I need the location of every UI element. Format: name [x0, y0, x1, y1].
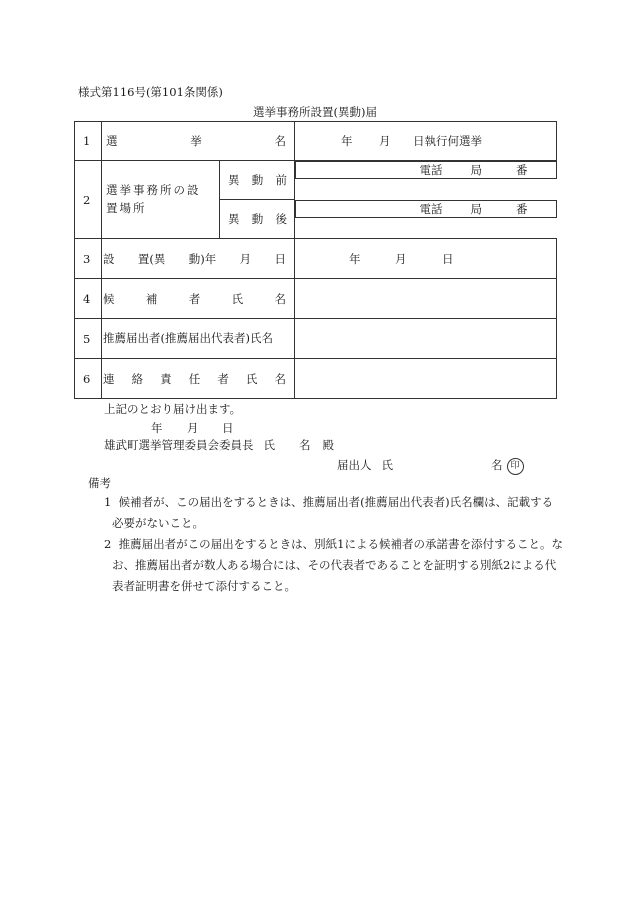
submission-statement: 上記のとおり届け出ます。: [104, 402, 242, 416]
candidate-name-field[interactable]: [295, 279, 557, 319]
addressee: 雄武町選挙管理委員会委員長 氏 名 殿: [104, 438, 334, 452]
before-change-field[interactable]: 電話 局 番: [295, 161, 557, 179]
row-number: 6: [75, 359, 102, 399]
election-name-label: 選 挙 名: [102, 122, 295, 161]
seal-mark: 印: [507, 458, 524, 475]
row-contact-person-name: [75, 359, 557, 399]
row-recommender-name: [75, 319, 557, 359]
row-number: 4: [75, 279, 102, 319]
candidate-name-label: 候 補 者 氏 名: [102, 279, 295, 319]
row-number: 1: [75, 122, 102, 161]
recommender-name-label: 推薦届出者(推薦届出代表者)氏名: [102, 319, 295, 359]
form-number: 様式第116号(第101条関係): [78, 85, 223, 99]
notes-heading: 備考: [88, 476, 111, 490]
row-office-location-before: [75, 161, 557, 200]
setup-date-field[interactable]: 年 月 日: [295, 239, 557, 279]
row-candidate-name: [75, 279, 557, 319]
contact-person-name-field[interactable]: [295, 359, 557, 399]
office-location-label: 選挙事務所の設置場所: [102, 161, 220, 239]
setup-date-label: 設 置(異 動)年 月 日: [102, 239, 295, 279]
election-name-field[interactable]: 年 月 日執行何選挙: [295, 122, 557, 161]
before-change-label: 異 動 前: [220, 161, 295, 200]
document-title: 選挙事務所設置(異動)届: [253, 105, 377, 119]
row-number: 2: [75, 161, 102, 239]
after-change-label: 異 動 後: [220, 200, 295, 239]
notification-form-table: [74, 121, 557, 398]
row-number: 5: [75, 319, 102, 359]
after-change-field[interactable]: 電話 局 番: [295, 200, 557, 218]
note-item-2: 2 推薦届出者がこの届出をするときは、別紙1による候補者の承諾書を添付すること。なお、推薦届出者が数人ある場合には、その代表者であることを証明する別紙2による代表者証明書を併せて添付すること。: [104, 537, 563, 593]
submission-date: 年 月 日: [151, 421, 234, 435]
recommender-name-field[interactable]: [295, 319, 557, 359]
row-setup-date: [75, 239, 557, 279]
applicant-line: 届出人 氏 名 印: [337, 457, 524, 475]
contact-person-name-label: 連 絡 責 任 者 氏 名: [102, 359, 295, 399]
row-number: 3: [75, 239, 102, 279]
note-item-1: 1 候補者が、この届出をするときは、推薦届出者(推薦届出代表者)氏名欄は、記載する必要がないこと。: [104, 495, 554, 530]
row-election-name: [75, 122, 557, 161]
